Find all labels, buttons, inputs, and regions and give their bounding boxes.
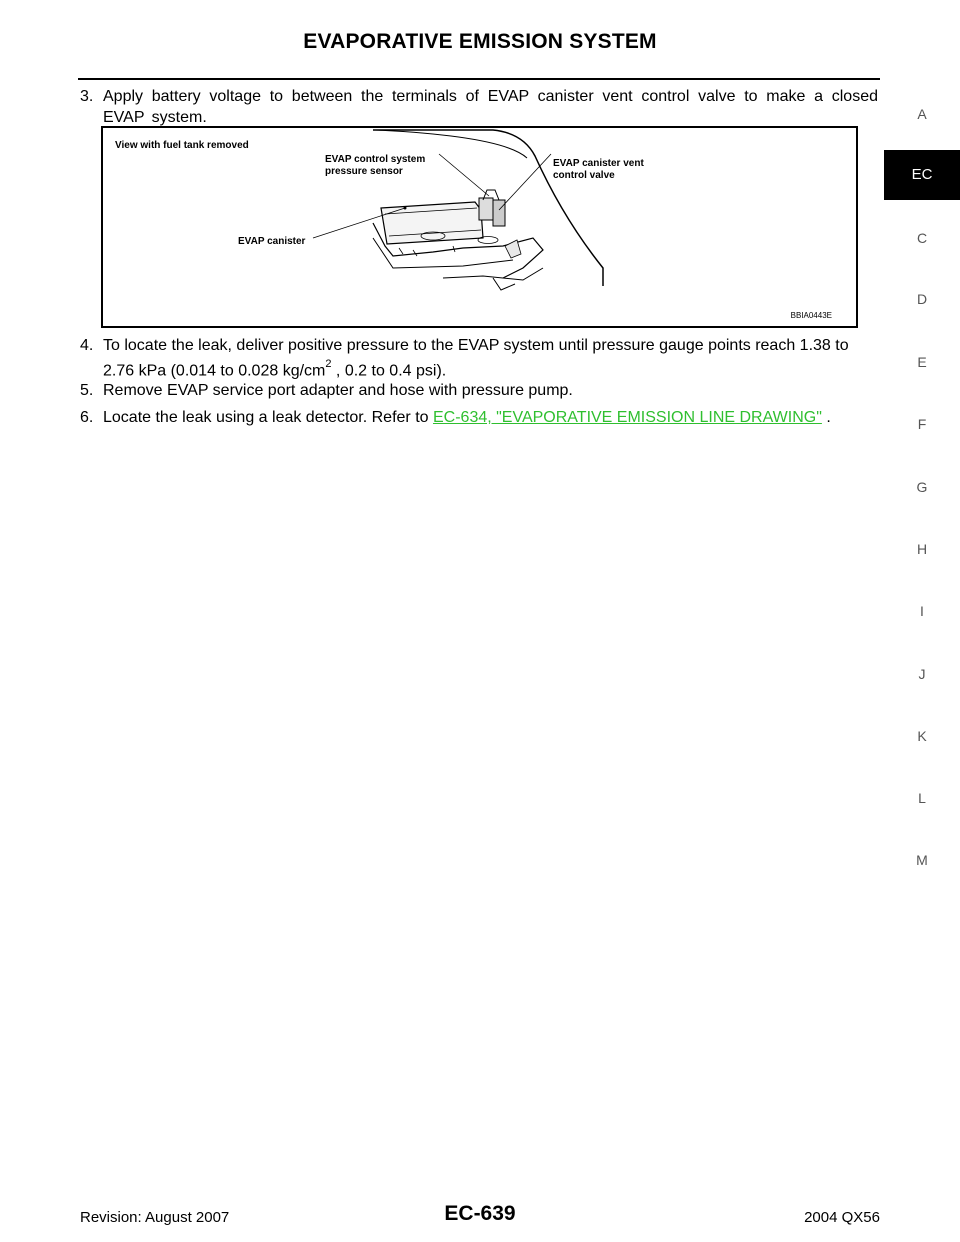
step-text-part: , 0.2 to 0.4 psi). <box>331 362 447 380</box>
page-title: EVAPORATIVE EMISSION SYSTEM <box>303 30 657 53</box>
tab-k[interactable]: K <box>917 728 927 744</box>
step-text: Apply battery voltage to between the terminals of EVAP canister vent control valve to make a closed EVAP system. <box>103 88 878 126</box>
label-sensor-line-2: pressure sensor <box>325 166 403 177</box>
label-valve-line-2: control valve <box>553 170 615 181</box>
step-text-part: To locate the leak, deliver positive pressure to the EVAP system until pressure gauge points reach 1.38 to 2.76 kPa (0.014 to 0.028 kg/cm <box>103 337 849 380</box>
label-canister: EVAP canister <box>238 236 306 247</box>
step-text <box>103 407 831 428</box>
footer-revision: Revision: August 2007 <box>80 1209 230 1226</box>
tab-a[interactable]: A <box>917 106 927 122</box>
section-tabs <box>884 0 960 1242</box>
tab-g[interactable]: G <box>916 479 928 495</box>
tab-l[interactable]: L <box>918 790 926 806</box>
label-valve-line-1: EVAP canister vent <box>553 158 644 169</box>
evap-canister-figure <box>101 126 858 328</box>
superscript: 2 <box>325 358 332 370</box>
tab-i[interactable]: I <box>920 603 924 619</box>
step-text-part: Locate the leak using a leak detector. Refer to <box>103 409 433 426</box>
tab-d[interactable]: D <box>916 291 928 307</box>
footer-page-number: EC-639 <box>444 1202 516 1225</box>
figure-code: BBIA0443E <box>790 311 832 320</box>
step-number: 6. <box>80 409 94 426</box>
label-sensor-line-1: EVAP control system <box>325 154 426 165</box>
reference-link[interactable]: EC-634, "EVAPORATIVE EMISSION LINE DRAWING" <box>432 409 822 426</box>
label-sensor <box>325 154 425 178</box>
step-number: 4. <box>80 337 94 354</box>
tab-ec[interactable]: EC <box>884 150 960 200</box>
tab-c[interactable]: C <box>916 230 928 246</box>
label-vent-valve <box>553 158 644 182</box>
tab-m[interactable]: M <box>916 852 928 868</box>
step-text-part: . <box>821 409 831 426</box>
tab-h[interactable]: H <box>916 541 928 557</box>
tab-j[interactable]: J <box>918 666 926 682</box>
title-divider <box>78 78 880 80</box>
step-text: Remove EVAP service port adapter and hose with pressure pump. <box>103 382 573 399</box>
evap-canister-illustration <box>103 128 856 326</box>
step-text <box>103 335 883 381</box>
step-number: 3. <box>80 88 94 105</box>
tab-f[interactable]: F <box>917 416 927 432</box>
tab-e[interactable]: E <box>917 354 927 370</box>
step-number: 5. <box>80 382 94 399</box>
footer-model: 2004 QX56 <box>804 1209 880 1226</box>
figure-view-label: View with fuel tank removed <box>115 140 249 151</box>
